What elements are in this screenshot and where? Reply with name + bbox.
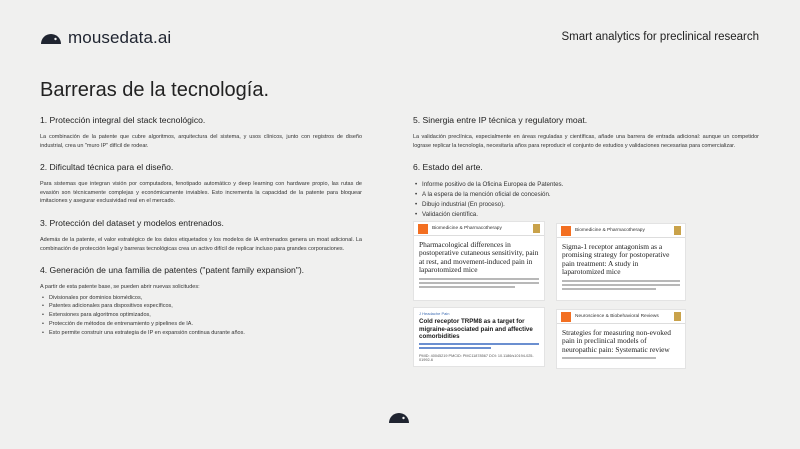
section-body: Además de la patente, el valor estratégico de los datos etiquetados y los modelos de IA entrenados genera un moat adicional. La combinación de protección legal y barreras tecnológicas crea un activo difícil de replicar incluso para grandes corporaciones. (40, 236, 362, 252)
journal-name: Neuroscience & Biobehavioral Reviews (575, 314, 659, 319)
brand-logo[interactable] (40, 28, 171, 48)
journal-cover-icon (533, 224, 540, 233)
journal-cover-icon (674, 312, 681, 321)
journal-header (414, 222, 544, 236)
bullet-list (40, 294, 362, 338)
section-state-of-art (413, 162, 759, 219)
paper-identifiers: PMID: 40045219 PMCID: PMC11878567 DOI: 10.1186/s10194-025-01992-6 (419, 353, 534, 362)
section-patent-family (40, 265, 362, 337)
paper-title: Cold receptor TRPM8 as a target for migraine-associated pain and affective comorbidities (419, 318, 533, 341)
section-heading: 3. Protección del dataset y modelos entrenados. (40, 217, 224, 228)
elsevier-logo-icon (561, 226, 571, 236)
section-heading: 5. Sinergia entre IP técnica y regulatory moat. (413, 115, 588, 125)
list-item: • Patentes adicionales para dispositivos específicos, (40, 302, 362, 311)
brand-tagline: Smart analytics for preclinical research (561, 31, 759, 43)
section-body: La validación preclínica, especialmente en áreas reguladas y científicas, añade una barrera de entrada adicional: aunque un competidor lograse replicar la tecnología, necesitaría años para reproducir el conjunto de estudios y validaciones necesarias para comercializar. (413, 134, 759, 149)
bullet-list (413, 180, 759, 219)
left-column (40, 115, 362, 349)
section-technical-difficulty (40, 162, 362, 206)
paper-card[interactable] (413, 221, 545, 301)
section-heading: 1. Protección integral del stack tecnológico. (40, 115, 206, 125)
mouse-logo-icon (388, 410, 410, 428)
brand-name: mousedata.ai (68, 28, 172, 47)
journal-name: J Headache Pain (419, 311, 450, 316)
list-item: • Informe positivo de la Oficina Europea de Patentes. (413, 180, 759, 190)
elsevier-logo-icon (561, 312, 571, 322)
journal-header (557, 224, 685, 238)
list-item: • Divisionales por dominios biomédicos, (40, 294, 362, 303)
list-item: • Protección de métodos de entrenamiento y pipelines de IA. (40, 320, 362, 329)
author-lines (414, 343, 544, 349)
journal-name: Biomedicine & Pharmacotherapy (432, 226, 502, 231)
elsevier-logo-icon (418, 224, 428, 234)
author-lines (557, 357, 685, 359)
right-column (413, 115, 759, 231)
mouse-logo-icon (40, 32, 62, 44)
paper-gallery (413, 221, 759, 369)
section-body: A partir de esta patente base, se pueden abrir nuevas solicitudes: (40, 284, 200, 291)
journal-cover-icon (674, 226, 681, 235)
list-item: • Dibujo industrial (En proceso). (413, 200, 759, 210)
section-ip-stack (40, 115, 362, 150)
list-item: • A la espera de la mención oficial de concesión. (413, 190, 759, 200)
paper-title: Sigma-1 receptor antagonism as a promising strategy for postoperative pain treatment: A study in laparotomized mice (562, 242, 670, 277)
paper-title: Strategies for measuring non-evoked pain in preclinical models of neuropathic pain: Systematic review (562, 328, 671, 354)
paper-card[interactable] (413, 307, 545, 367)
section-body: La combinación de la patente que cubre algoritmos, arquitectura del sistema, y usos clínicos, junto con registros de diseño industrial, crea un "muro IP" difícil de rodear. (40, 134, 362, 149)
list-item: • Extensiones para algoritmos optimizados, (40, 311, 362, 320)
paper-title: Pharmacological differences in postoperative cutaneous sensitivity, pain at rest, and movement-induced pain in laparotomized mice (419, 240, 539, 275)
author-lines (414, 278, 544, 289)
page-title: Barreras de la tecnología. (40, 79, 270, 101)
journal-name: Biomedicine & Pharmacotherapy (575, 228, 645, 233)
journal-header (557, 310, 685, 324)
list-item: • Esto permite construir una estrategia de IP en expansión continua durante años. (40, 329, 362, 338)
paper-card[interactable] (556, 223, 686, 301)
section-regulatory-moat (413, 115, 759, 150)
paper-card[interactable] (556, 309, 686, 369)
author-lines (557, 280, 685, 291)
list-item: • Validación científica. (413, 210, 759, 220)
section-heading: 4. Generación de una familia de patentes ("patent family expansion"). (40, 265, 305, 276)
section-heading: 6. Estado del arte. (413, 162, 483, 173)
section-dataset-protection (40, 218, 362, 253)
section-body: Para sistemas que integran visión por computadora, fenotipado automático y deep learning con hardware propio, las rutas de evasión son técnicamente complejas y económicamente inviables. Esto incrementa la capacidad de la patente para bloquear imitaciones y asegurar exclusividad real en el mercado. (40, 181, 362, 205)
section-heading: 2. Dificultad técnica para el diseño. (40, 162, 174, 173)
